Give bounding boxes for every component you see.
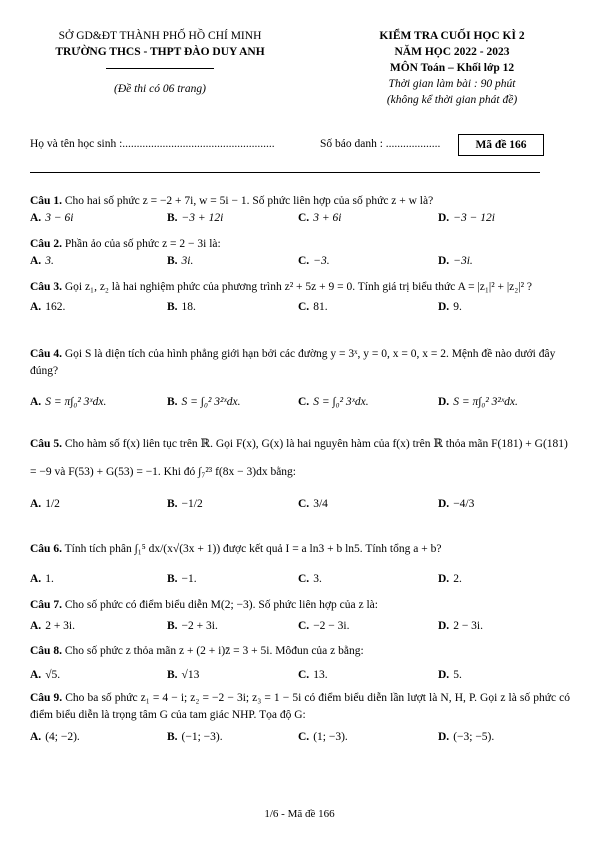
question-stem: Cho số phức có điểm biểu diễn M(2; −3). Số phức liên hợp của z là: [61,599,378,611]
option-b: B. √13 [167,669,200,681]
question-6 [30,539,570,588]
question-stem: Cho số phức z thỏa mãn z + (2 + i)z̄ = 3 + 5i. Môđun của z bằng: [61,645,364,657]
school-header [40,28,280,97]
school-name: TRƯỜNG THCS - THPT ĐÀO DUY ANH [55,46,265,58]
option-d: D. 5. [438,669,462,681]
question-5 [30,430,570,526]
option-a: A. 162. [30,301,66,313]
time-limit: Thời gian làm bài : 90 phút [388,78,516,90]
question-stem: Cho ba số phức z₁ = 4 − i; z₂ = −2 − 3i; z₃ = 1 − 5i có điểm biểu diễn lần lượt là N, H, P. Gọi z là số phức có điểm biểu diễn là trọng tâm G của tam giác NHP. Tọa độ G: [30,692,571,721]
option-d: D. 2 − 3i. [438,620,483,632]
question-label: Câu 7. [30,599,62,611]
option-d: D. 9. [438,301,462,313]
exam-code-box: Mã đề 166 [458,134,544,156]
question-8 [30,643,570,684]
question-1 [30,193,570,227]
answer-options [30,496,570,526]
question-stem: Cho hai số phức z = −2 + 7i, w = 5i − 1. Số phức liên hợp của số phức z + w là? [61,195,434,207]
option-c: C. 81. [298,301,328,313]
question-4 [30,346,570,411]
option-b: B. −3 + 12i [167,212,224,224]
question-label: Câu 2. [30,238,62,250]
option-b: B. (−1; −3). [167,731,223,743]
student-info-row [30,134,550,158]
answer-options [30,253,570,270]
answer-options [30,394,570,411]
option-c: C. −3. [298,255,330,267]
question-9 [30,690,570,746]
answer-options [30,299,570,316]
subject-grade: MÔN Toán – Khối lớp 12 [389,62,515,74]
option-b: B. −2 + 3i. [167,620,218,632]
option-a: A. (4; −2). [30,731,80,743]
answer-options [30,571,570,588]
option-c: C. −2 − 3i. [298,620,350,632]
question-stem: Phần ảo của số phức z = 2 − 3i là: [61,238,221,250]
header-divider [106,68,214,69]
answer-options [30,618,570,635]
option-a: A. S = π∫₀² 3ˣdx. [30,396,107,408]
option-d: D. 2. [438,573,462,585]
option-b: B. S = ∫₀² 3²ˣdx. [167,396,241,408]
time-note: (không kể thời gian phát đề) [386,94,518,106]
question-label: Câu 1. [30,195,62,207]
option-a: A. 3. [30,255,54,267]
option-b: B. −1/2 [167,498,203,510]
option-d: D. −3i. [438,255,473,267]
option-d: D. −3 − 12i [438,212,495,224]
option-b: B. −1. [167,573,197,585]
question-stem: Gọi S là diện tích của hình phẳng giới hạn bởi các đường y = 3ˣ, y = 0, x = 0, x = 2. Mệnh đề nào dưới đây đúng? [30,348,556,377]
option-d: D. (−3; −5). [438,731,495,743]
option-a: A. 3 − 6i [30,212,74,224]
school-year: NĂM HỌC 2022 - 2023 [394,46,510,58]
option-a: A. 1/2 [30,498,60,510]
option-d: D. −4/3 [438,498,475,510]
pages-note: (Đề thi có 06 trang) [114,83,206,95]
question-label: Câu 9. [30,692,63,704]
option-c: C. (1; −3). [298,731,348,743]
question-stem: Gọi z₁, z₂ là hai nghiệm phức của phương trình z² + 5z + 9 = 0. Tính giá trị biểu thức A = |z₁|² + |z₂|² ? [61,281,533,293]
exam-header [336,28,568,108]
answer-options [30,667,570,684]
question-label: Câu 3. [30,281,62,293]
option-c: C. 3/4 [298,498,328,510]
department-name: SỞ GD&ĐT THÀNH PHỐ HỒ CHÍ MINH [58,30,262,42]
option-d: D. S = π∫₀² 3²ˣdx. [438,396,518,408]
option-c: C. S = ∫₀² 3ˣdx. [298,396,369,408]
question-label: Câu 8. [30,645,62,657]
option-c: C. 3 + 6i [298,212,342,224]
question-stem: Tính tích phân ∫₁⁵ dx/(x√(3x + 1)) được kết quả I = a ln3 + b ln5. Tính tổng a + b? [61,543,442,555]
option-c: C. 3. [298,573,322,585]
option-b: B. 18. [167,301,196,313]
option-a: A. 1. [30,573,54,585]
option-c: C. 13. [298,669,328,681]
question-label: Câu 6. [30,543,62,555]
answer-options [30,729,570,746]
option-b: B. 3i. [167,255,194,267]
exam-title: KIỂM TRA CUỐI HỌC KÌ 2 [379,30,525,42]
question-stem: Cho hàm số f(x) liên tục trên ℝ. Gọi F(x), G(x) là hai nguyên hàm của f(x) trên ℝ thỏa mãn F(181) + G(181) = −9 và F(53) + G(53) = −1. Khi đó ∫₇²³ f(8x − 3)dx bằng: [30,438,568,478]
question-label: Câu 4. [30,348,62,360]
question-2 [30,236,570,270]
option-a: A. 2 + 3i. [30,620,75,632]
question-3 [30,279,570,316]
student-name-field: Họ và tên học sinh :..................................................... [30,138,275,150]
question-7 [30,597,570,635]
question-label: Câu 5. [30,438,62,450]
info-divider [30,172,540,173]
student-id-field: Số báo danh : ................... [320,138,441,150]
page-footer: 1/6 - Mã đề 166 [264,808,335,820]
answer-options [30,210,570,227]
option-a: A. √5. [30,669,61,681]
